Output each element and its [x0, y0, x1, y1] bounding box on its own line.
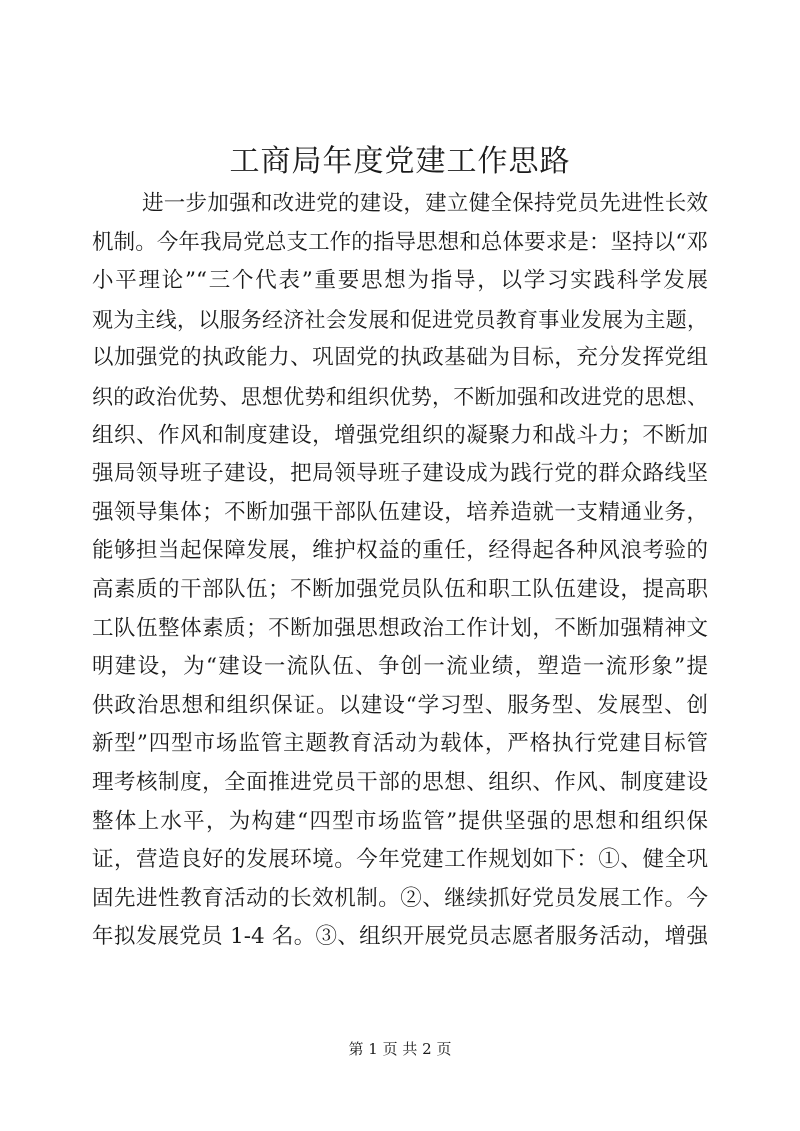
paragraph-line: 强局领导班子建设，把局领导班子建设成为践行党的群众路线坚 [92, 461, 708, 487]
paragraph-line: 明建设，为“建设一流队伍、争创一流业绩，塑造一流形象”提 [92, 654, 708, 680]
paragraph-line: 年拟发展党员 1-4 名。③、组织开展党员志愿者服务活动，增强 [92, 924, 708, 950]
document-title: 工商局年度党建工作思路 [229, 144, 571, 179]
paragraph-line: 强领导集体；不断加强干部队伍建设，培养造就一支精通业务， [92, 499, 708, 525]
paragraph-line: 整体上水平，为构建“四型市场监管”提供坚强的思想和组织保 [92, 808, 708, 834]
paragraph-line: 工队伍整体素质；不断加强思想政治工作计划，不断加强精神文 [92, 615, 708, 641]
paragraph-line: 组织、作风和制度建设，增强党组织的凝聚力和战斗力；不断加 [92, 422, 708, 448]
paragraph-line: 机制。今年我局党总支工作的指导思想和总体要求是：坚持以“邓 [92, 229, 708, 255]
paragraph-line: 证，营造良好的发展环境。今年党建工作规划如下：①、健全巩 [92, 847, 708, 873]
paragraph-line: 新型”四型市场监管主题教育活动为载体，严格执行党建目标管 [92, 731, 708, 757]
paragraph-line: 进一步加强和改进党的建设，建立健全保持党员先进性长效 [142, 191, 708, 216]
paragraph-line: 以加强党的执政能力、巩固党的执政基础为目标，充分发挥党组 [92, 345, 708, 371]
paragraph-line: 固先进性教育活动的长效机制。②、继续抓好党员发展工作。今 [92, 885, 708, 911]
paragraph-line: 高素质的干部队伍；不断加强党员队伍和职工队伍建设，提高职 [92, 576, 708, 602]
paragraph-line: 理考核制度，全面推进党员干部的思想、组织、作风、制度建设 [92, 769, 708, 795]
paragraph-line: 供政治思想和组织保证。以建设“学习型、服务型、发展型、创 [92, 692, 708, 718]
paragraph-line: 织的政治优势、思想优势和组织优势，不断加强和改进党的思想、 [92, 384, 708, 409]
page-number-footer: 第 1 页 共 2 页 [348, 1040, 452, 1058]
paragraph-line: 能够担当起保障发展，维护权益的重任，经得起各种风浪考验的 [92, 538, 708, 564]
paragraph-line: 小平理论”“三个代表”重要思想为指导，以学习实践科学发展 [92, 268, 708, 294]
body-paragraph [92, 185, 708, 957]
paragraph-line: 观为主线，以服务经济社会发展和促进党员教育事业发展为主题， [92, 307, 708, 332]
